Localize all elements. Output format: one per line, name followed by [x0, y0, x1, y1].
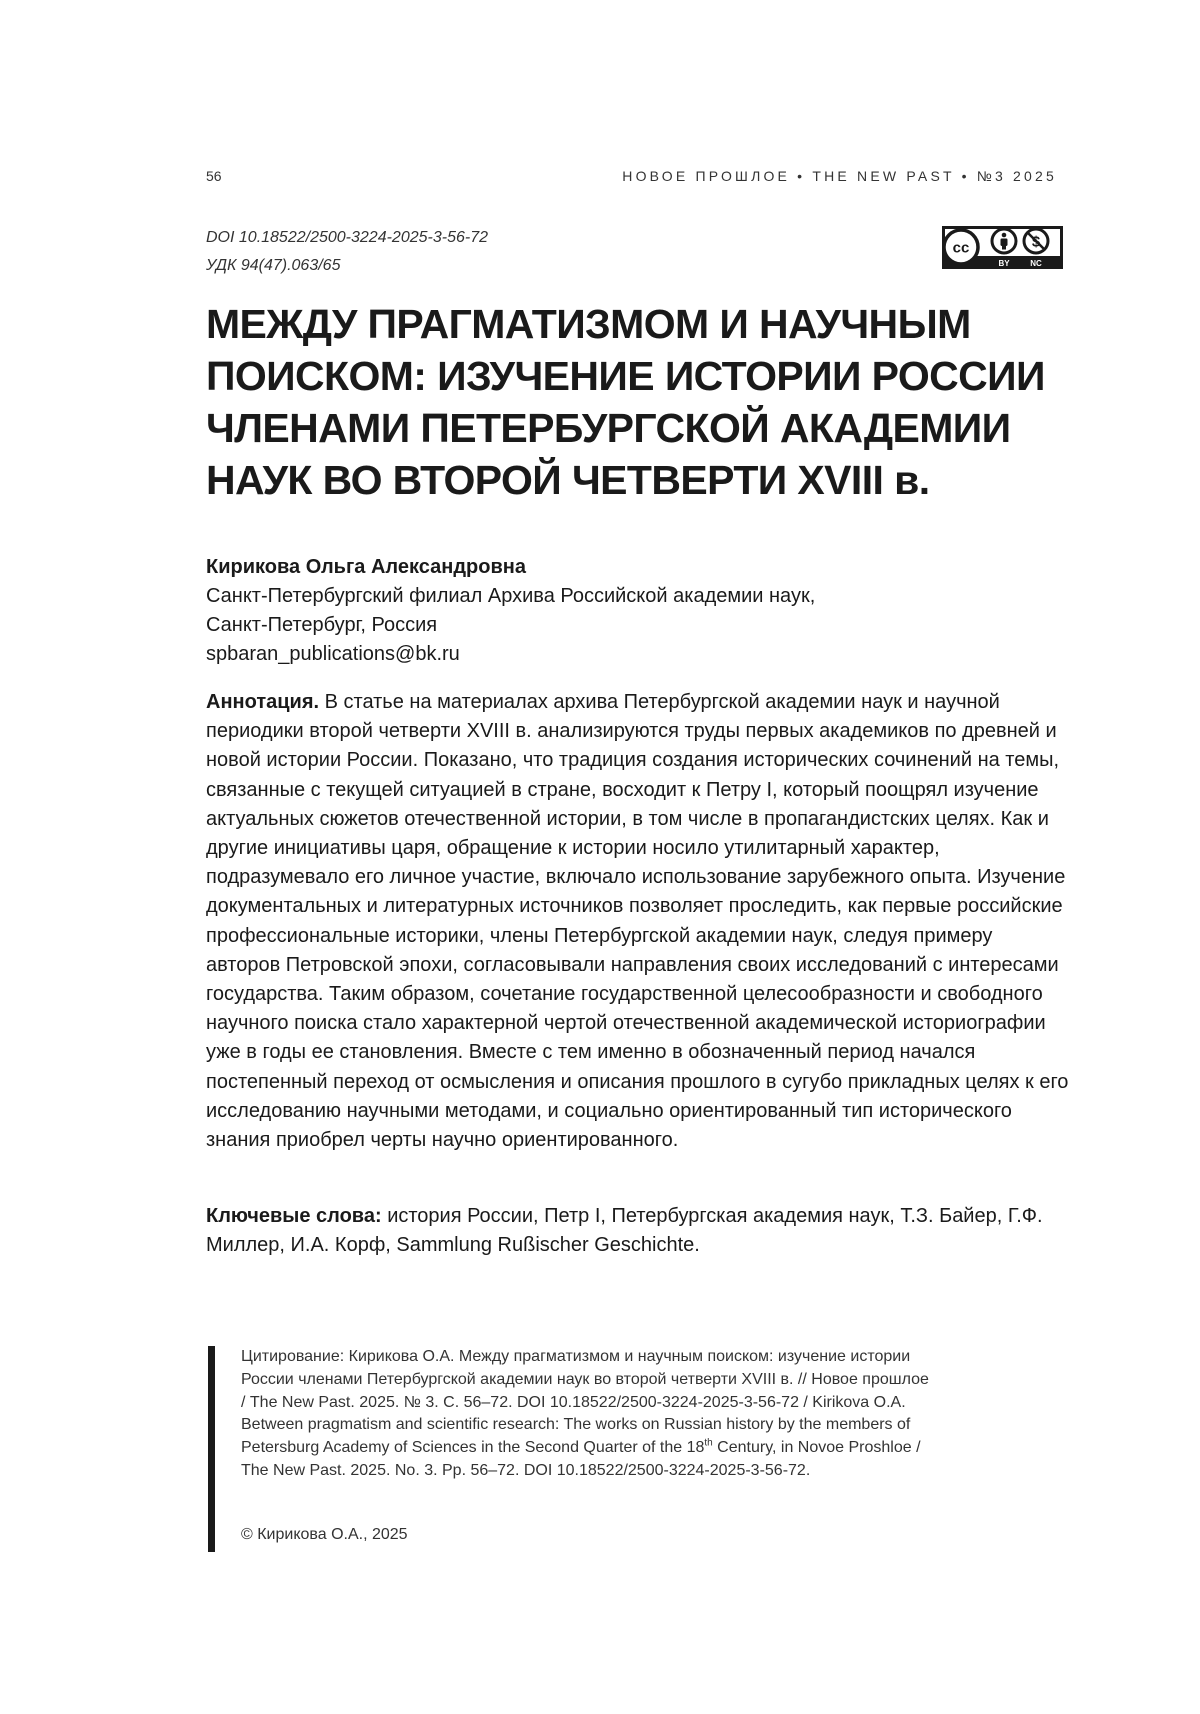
doi-line: DOI 10.18522/2500-3224-2025-3-56-72	[206, 224, 488, 252]
page-number: 56	[206, 168, 222, 184]
citation-box	[208, 1346, 935, 1552]
by-label: BY	[998, 259, 1010, 268]
title-line: ЧЛЕНАМИ ПЕТЕРБУРГСКОЙ АКАДЕМИИ	[206, 402, 1106, 454]
title-line: МЕЖДУ ПРАГМАТИЗМОМ И НАУЧНЫМ	[206, 298, 1106, 350]
citation-text	[241, 1346, 931, 1483]
abstract-text: В статье на материалах архива Петербургской академии наук и научной периодики второй четверти XVIII в. анализируются труды первых академиков по древней и новой истории России. Показано, что традиция создания исторических сочинений на темы, связанные с текущей ситуацией в стране, восходит к Петру I, который поощрял изучение актуальных сюжетов отечественной истории, в том числе в пропагандистских целях. Как и другие инициативы царя, обращение к истории носило утилитарный характер, подразумевало его личное участие, включало использование зарубежного опыта. Изучение документальных и литературных источников позволяет проследить, как первые российские профессиональные историки, члены Петербургской академии наук, следуя примеру авторов Петровской эпохи, согласовывали направления своих исследований с интересами государства. Таким образом, сочетание государственной целесообразности и свободного научного поиска стало характерной чертой отечественной академической историографии уже в годы ее становления. Вместе с тем именно в обозначенный период начался постепенный переход от осмысления и описания прошлого в сугубо прикладных целях к его исследованию научными методами, и социально ориентированный тип исторического знания приобрел черты научно ориентированного.	[206, 691, 1068, 1151]
svg-text:cc: cc	[953, 240, 970, 257]
keywords-label: Ключевые слова:	[206, 1205, 382, 1227]
author-name: Кирикова Ольга Александровна	[206, 553, 815, 582]
title-line: ПОИСКОМ: ИЗУЧЕНИЕ ИСТОРИИ РОССИИ	[206, 350, 1106, 402]
nc-label: NC	[1030, 259, 1042, 268]
author-email[interactable]: spbaran_publications@bk.ru	[206, 640, 815, 669]
cc-by-nc-license-badge	[942, 226, 1063, 269]
citation-superscript: th	[704, 1438, 712, 1449]
keywords-text: история России, Петр I, Петербургская академия наук, Т.З. Байер, Г.Ф. Миллер, И.А. Корф, Sammlung Rußischer Geschichte.	[206, 1205, 1043, 1256]
article-title	[206, 298, 1106, 506]
abstract-label: Аннотация.	[206, 691, 319, 713]
running-header: НОВОЕ ПРОШЛОЕ • THE NEW PAST • №3 2025	[622, 168, 1057, 184]
by-person-icon	[992, 229, 1016, 253]
author-affiliation: Санкт-Петербургский филиал Архива Российской академии наук,	[206, 582, 815, 611]
copyright-line: © Кирикова О.А., 2025	[241, 1526, 408, 1544]
citation-part-2: Century, in Novoe Proshloe / The New Past. 2025. No. 3. Pp. 56–72. DOI 10.18522/2500-3224-2025-3-56-72.	[241, 1439, 921, 1479]
udk-line: УДК 94(47).063/65	[206, 252, 488, 280]
doi-udk-block	[206, 224, 488, 280]
nc-dollar-icon	[1024, 229, 1048, 253]
title-line: НАУК ВО ВТОРОЙ ЧЕТВЕРТИ XVIII в.	[206, 454, 1106, 506]
keywords	[206, 1202, 1072, 1260]
cc-icon	[944, 230, 978, 264]
citation-part-1: Цитирование: Кирикова О.А. Между прагматизмом и научным поиском: изучение истории России членами Петербургской академии наук во второй четверти XVIII в. // Новое прошлое / The New Past. 2025. № 3. С. 56–72. DOI 10.18522/2500-3224-2025-3-56-72 / Kirikova O.A. Between pragmatism and scientific research: The works on Russian history by the members of Petersburg Academy of Sciences in the Second Quarter of the 18	[241, 1348, 929, 1456]
author-block	[206, 553, 815, 669]
author-location: Санкт-Петербург, Россия	[206, 611, 815, 640]
abstract	[206, 688, 1072, 1155]
